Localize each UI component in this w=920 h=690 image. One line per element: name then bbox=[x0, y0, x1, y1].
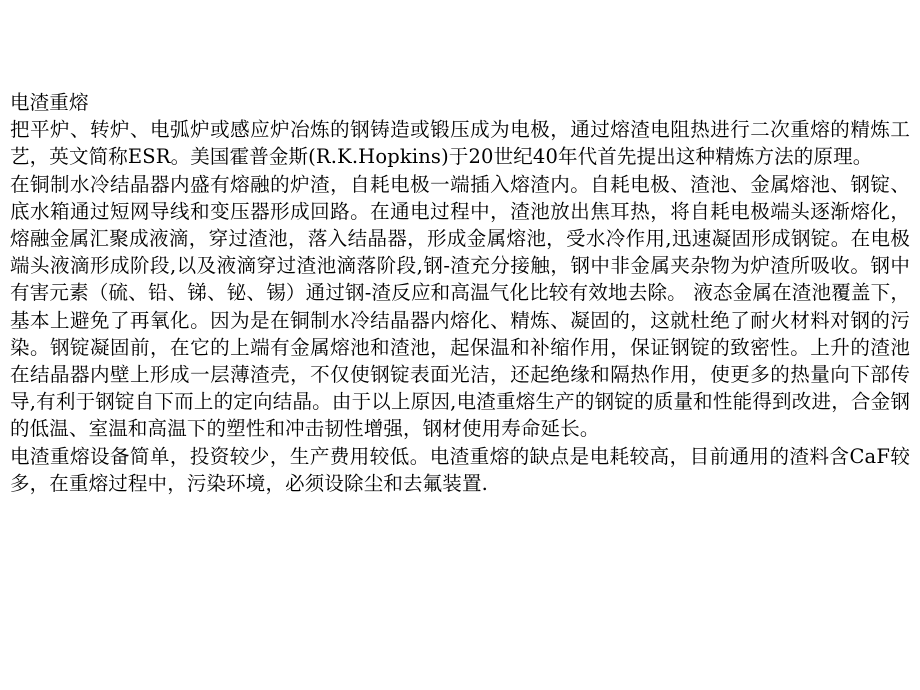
text-body bbox=[10, 89, 910, 497]
paragraph-definition: 把平炉、转炉、电弧炉或感应炉冶炼的钢铸造或锻压成为电极，通过熔渣电阻热进行二次重熔的精炼工艺，英文简称ESR。美国霍普金斯(R.K.Hopkins)于20世纪40年代首先提出这种精炼方法的原理。 bbox=[10, 118, 910, 169]
paragraph-pros-cons: 电渣重熔设备简单，投资较少，生产费用较低。电渣重熔的缺点是电耗较高，目前通用的渣料含CaF较多，在重熔过程中，污染环境，必须设除尘和去氟装置. bbox=[10, 444, 910, 495]
document-title: 电渣重熔 bbox=[10, 91, 89, 114]
paragraph-process: 在铜制水冷结晶器内盛有熔融的炉渣，自耗电极一端插入熔渣内。自耗电极、渣池、金属熔池、钢锭、底水箱通过短网导线和变压器形成回路。在通电过程中，渣池放出焦耳热，将自耗电极端头逐渐熔化，熔融金属汇聚成液滴，穿过渣池，落入结晶器，形成金属熔池，受水冷作用,迅速凝固形成钢锭。在电极端头液滴形成阶段,以及液滴穿过渣池滴落阶段,钢-渣充分接触，钢中非金属夹杂物为炉渣所吸收。钢中有害元素（硫、铅、锑、铋、锡）通过钢-渣反应和高温气化比较有效地去除。 液态金属在渣池覆盖下，基本上避免了再氧化。因为是在铜制水冷结晶器内熔化、精炼、凝固的，这就杜绝了耐火材料对钢的污染。钢锭凝固前，在它的上端有金属熔池和渣池，起保温和补缩作用，保证钢锭的致密性。上升的渣池在结晶器内壁上形成一层薄渣壳，不仅使钢锭表面光洁，还起绝缘和隔热作用，使更多的热量向下部传导,有利于钢锭自下而上的定向结晶。由于以上原因,电渣重熔生产的钢锭的质量和性能得到改进，合金钢的低温、室温和高温下的塑性和冲击韧性增强，钢材使用寿命延长。 bbox=[10, 172, 910, 441]
